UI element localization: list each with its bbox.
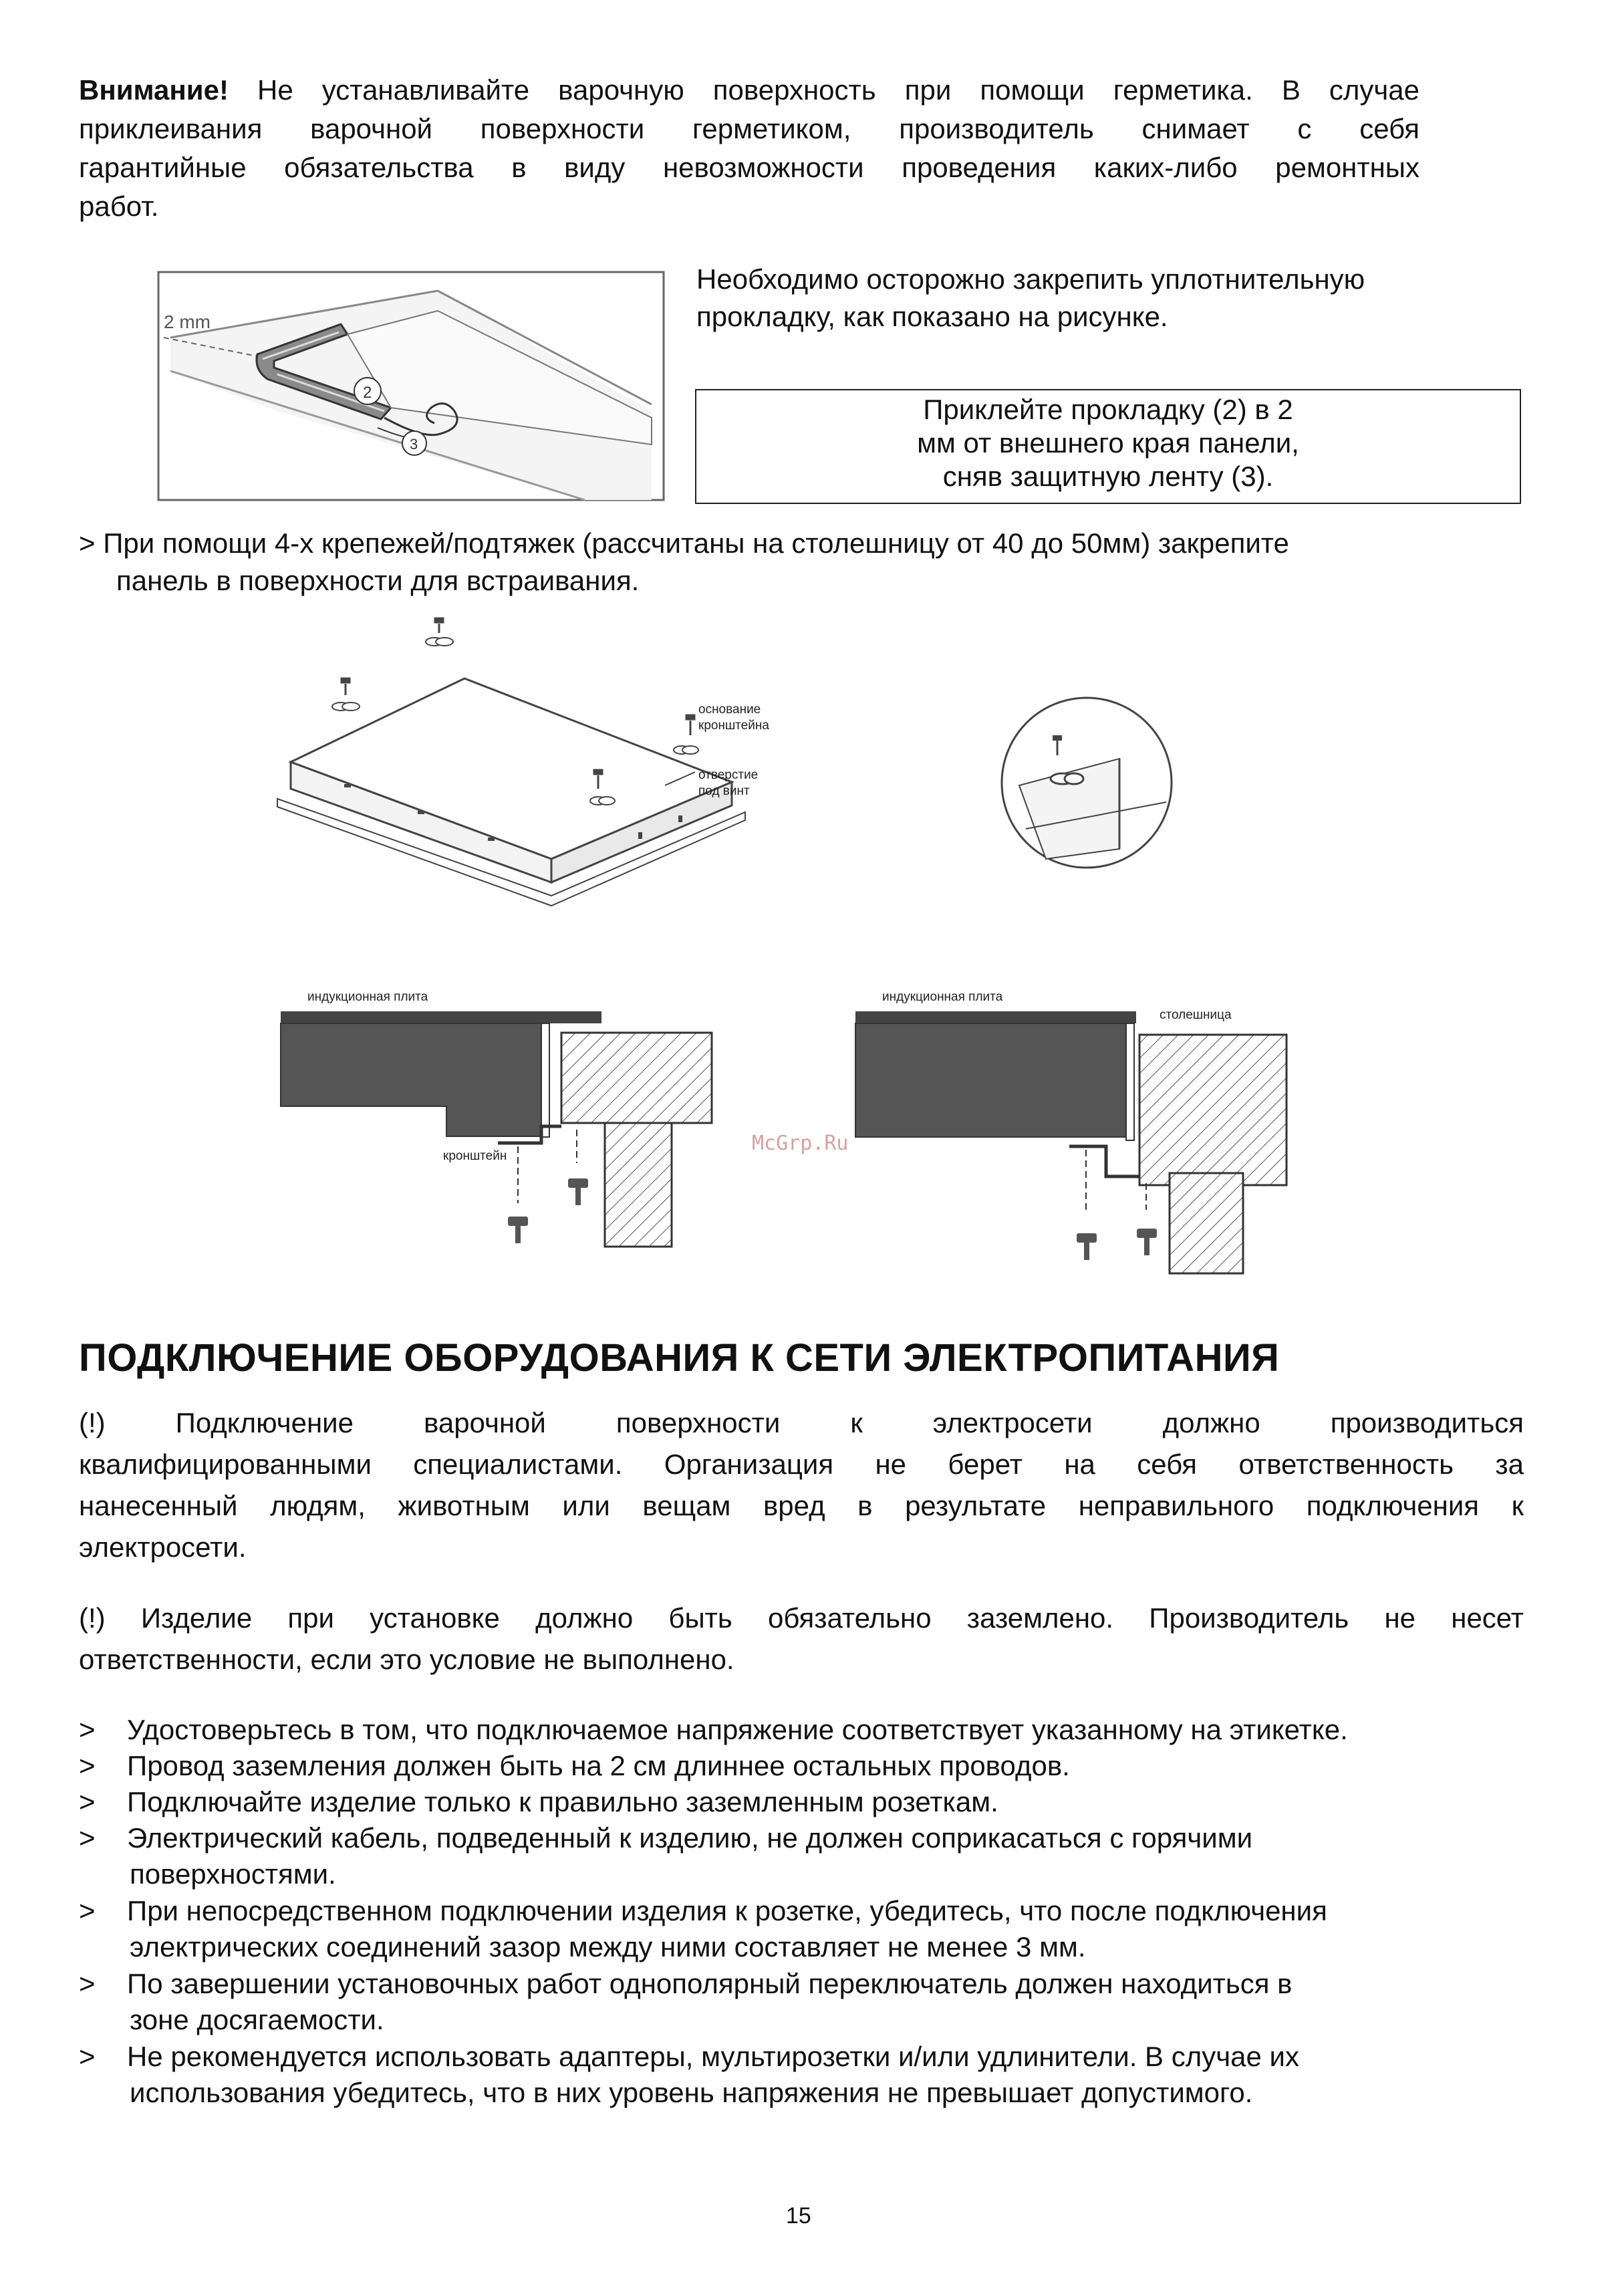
left-bracket-label: кронштейн: [443, 1149, 507, 1163]
p1-line-1: (!) Подключение варочной поверхности к электросети должно производиться: [79, 1407, 1524, 1438]
gasket-note-line-3: сняв защитную ленту (3).: [942, 461, 1274, 492]
page-number: 15: [786, 2203, 811, 2229]
section-paragraph-1: [79, 1402, 1524, 1568]
label-screw-hole-2: под винт: [698, 784, 750, 798]
warning-line-2: приклеивания варочной поверхности герметиком, производитель снимает с себя: [79, 113, 1419, 144]
watermark: McGrp.Ru: [752, 1132, 849, 1155]
bracket-detail-figure: [999, 695, 1174, 870]
list-item: > Подключайте изделие только к правильно заземленным розеткам.: [79, 1784, 1536, 1820]
warning-paragraph: [79, 71, 1419, 226]
list-marker: >: [79, 1714, 96, 1745]
p1-line-2: квалифицированными специалистами. Организация не берет на себя ответственность за: [79, 1448, 1524, 1480]
cross-section-figure: [277, 983, 1293, 1283]
list-item: > Удостоверьтесь в том, что подключаемое напряжение соответствует указанному на этикетке.: [79, 1712, 1536, 1748]
warning-line-1: Внимание! Не устанавливайте варочную поверхность при помощи герметика. В случае: [79, 74, 1420, 106]
gasket-2mm-label: 2 mm: [164, 311, 211, 332]
list-marker: >: [79, 2041, 96, 2072]
list-marker: >: [79, 1968, 96, 1999]
list-item: > По завершении установочных работ однополярный переключатель должен находиться в зоне досягаемости.: [79, 1966, 1536, 2038]
hob-isometric-figure: [264, 612, 825, 932]
section-paragraph-2: [79, 1598, 1524, 1680]
list-item: > Электрический кабель, подведенный к изделию, не должен соприкасаться с горячими поверхностями.: [79, 1820, 1536, 1892]
gasket-note-line-2: мм от внешнего края панели,: [917, 427, 1299, 459]
list-marker: >: [79, 1786, 96, 1817]
label-screw-hole-1: отверстие: [698, 768, 759, 782]
list-item: > Провод заземления должен быть на 2 см длиннее остальных проводов.: [79, 1748, 1536, 1784]
label-bracket-base-2: кронштейна: [698, 719, 769, 733]
list-marker: >: [79, 1822, 96, 1854]
gasket-figure: [157, 271, 665, 501]
mounting-line-2: панель в поверхности для встраивания.: [116, 565, 640, 596]
list-marker: >: [79, 1895, 96, 1926]
gasket-instruction: [696, 261, 1365, 336]
p2-line-2: ответственности, если это условие не выполнено.: [79, 1644, 734, 1675]
callout-3: 3: [410, 436, 418, 453]
p1-line-3: нанесенный людям, животным или вещам вред в результате неправильного подключения к: [79, 1490, 1524, 1521]
right-countertop-label: столешница: [1160, 1008, 1232, 1022]
section-heading: ПОДКЛЮЧЕНИЕ ОБОРУДОВАНИЯ К СЕТИ ЭЛЕКТРОПИТАНИЯ: [79, 1336, 1280, 1380]
gasket-instruction-line-1: Необходимо осторожно закрепить уплотнительную: [696, 263, 1365, 295]
left-section-title: индукционная плита: [307, 990, 428, 1004]
warning-line-4: работ.: [79, 191, 159, 222]
gasket-note-line-1: Приклейте прокладку (2) в 2: [923, 394, 1293, 425]
list-item: > Не рекомендуется использовать адаптеры, мультирозетки и/или удлинители. В случае их использования убедитесь, что в них уровень напряжения не превышает допустимого.: [79, 2039, 1536, 2111]
right-section-title: индукционная плита: [882, 990, 1003, 1004]
mounting-instruction: [79, 525, 1289, 600]
p2-line-1: (!) Изделие при установке должно быть обязательно заземлено. Производитель не несет: [79, 1602, 1524, 1634]
warning-line-3: гарантийные обязательства в виду невозможности проведения каких-либо ремонтных: [79, 152, 1419, 183]
list-item: > При непосредственном подключении изделия к розетке, убедитесь, что после подключения электрических соединений зазор между ними составляет не менее 3 мм.: [79, 1893, 1536, 1965]
gasket-note-box: [695, 389, 1521, 504]
p1-line-4: электросети.: [79, 1531, 247, 1563]
list-marker: >: [79, 1750, 96, 1781]
gasket-instruction-line-2: прокладку, как показано на рисунке.: [696, 301, 1168, 332]
warning-strong: Внимание!: [79, 74, 229, 106]
label-bracket-base-1: основание: [698, 703, 761, 717]
mounting-line-1: > При помощи 4-х крепежей/подтяжек (рассчитаны на столешницу от 40 до 50мм) закрепите: [79, 527, 1289, 559]
callout-2: 2: [363, 384, 372, 402]
